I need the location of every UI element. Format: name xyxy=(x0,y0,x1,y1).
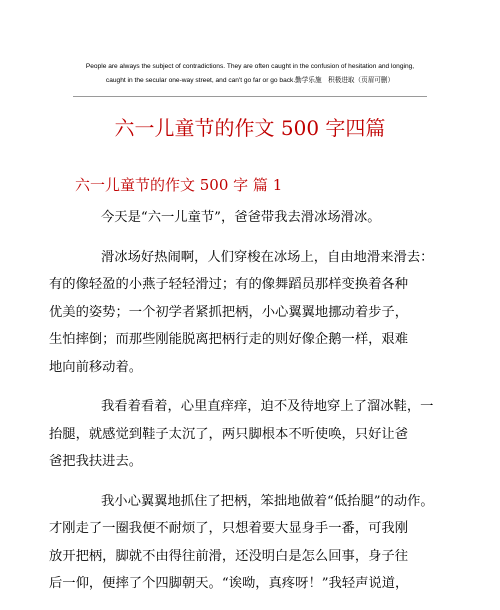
paragraph-line: 才刚走了一圈我便不耐烦了，只想着要大显身手一番，可我刚 xyxy=(49,521,409,536)
section-title: 六一儿童节的作文 500 字 篇 1 xyxy=(75,176,283,194)
paragraph xyxy=(75,204,427,232)
paragraph-line: 地向前移动着。 xyxy=(49,359,143,375)
paragraph-line: 抬腿，就感觉到鞋子太沉了，两只脚根本不听使唤，只好让爸 xyxy=(49,426,409,442)
paragraph-line: 滑冰场好热闹啊，人们穿梭在冰场上，自由地滑来滑去： xyxy=(101,249,434,265)
paragraph xyxy=(49,488,434,598)
paragraph-line: 后一仰，便摔了个四脚朝天。“诶呦，真疼呀！”我轻声说道， xyxy=(49,576,409,591)
header-line-1: People are always the subject of contradictions. They are often caught in the confusion of hesitation and longing, xyxy=(85,63,415,70)
paragraph-line: 生怕摔倒；而那些刚能脱离把柄行走的则好像企鹅一样，艰难 xyxy=(49,332,409,347)
paragraph-line: 放开把柄，脚就不由得往前滑，还没明白是怎么回事，身子往 xyxy=(49,548,409,564)
page-header xyxy=(60,60,440,88)
paragraph xyxy=(49,244,434,382)
paragraph-line: 优美的姿势；一个初学者紧抓把柄，小心翼翼地挪动着步子， xyxy=(49,304,409,320)
document-title: 六一儿童节的作文 500 字四篇 xyxy=(114,116,386,140)
header-line-2: caught in the secular one-way street, and can't go far or go back.勤学乐施 积极进取（页眉可删） xyxy=(105,77,395,84)
paragraph-line: 爸把我扶进去。 xyxy=(49,454,143,469)
paragraph-line: 今天是“六一儿童节”，爸爸带我去滑冰场滑冰。 xyxy=(101,210,381,225)
paragraph-line: 我看着看着，心里直痒痒，迫不及待地穿上了溜冰鞋，一 xyxy=(101,399,434,414)
header-divider xyxy=(73,96,427,97)
paragraph-line: 我小心翼翼地抓住了把柄，笨拙地做着“低抬腿”的动作。 xyxy=(101,493,434,509)
document-body xyxy=(49,204,434,610)
paragraph xyxy=(49,393,434,476)
paragraph-line: 有的像轻盈的小燕子轻轻滑过；有的像舞蹈员那样变换着各种 xyxy=(49,277,409,292)
